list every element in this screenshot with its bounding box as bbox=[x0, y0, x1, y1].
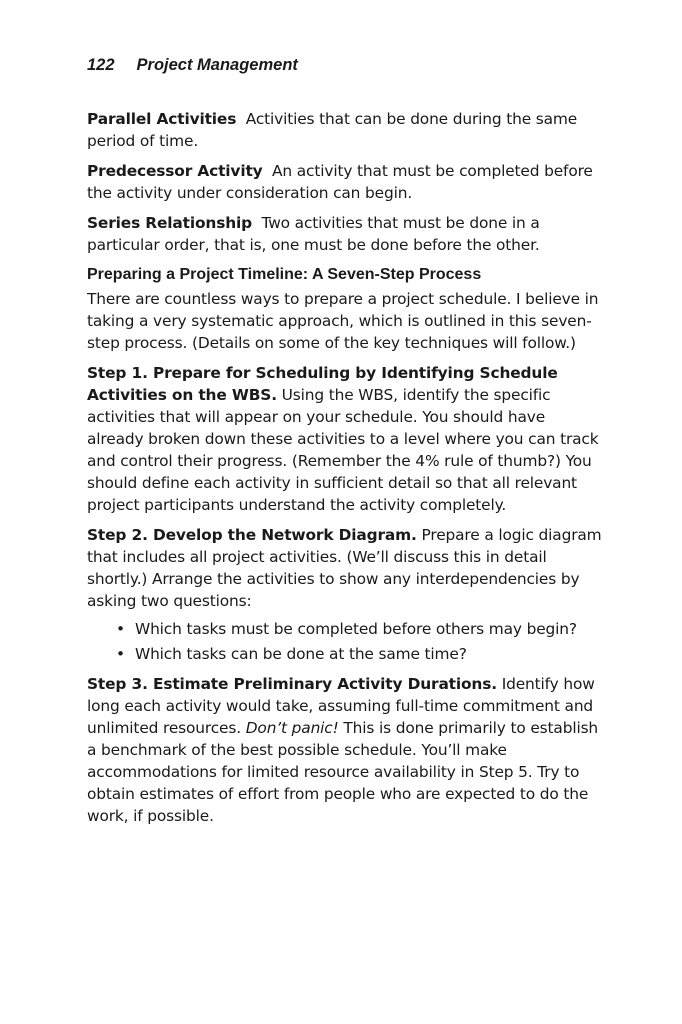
step-body: Using the WBS, identify the specific activities that will appear on your schedule. You should have already broken down these activities to a level where you can track and control their progress. (Remember the 4% rule of thumb?) You should define each activity in sufficient detail so that all relevant project participants understand the activity completely. bbox=[87, 386, 599, 514]
term-name: Parallel Activities bbox=[87, 110, 237, 128]
list-item: • Which tasks must be completed before others may begin? bbox=[116, 620, 577, 638]
section-intro bbox=[87, 288, 602, 354]
step-body-continued: This is done primarily to establish a benchmark of the best possible schedule. You’ll make accommodations for limited resource availability in Step 5. Try to obtain estimates of effort from people who are expected to do the work, if possible. bbox=[87, 719, 599, 825]
step-body: Identify how long each activity would take, assuming full-time commitment and unlimited resources. bbox=[87, 675, 595, 737]
book-page bbox=[87, 54, 602, 835]
step-1 bbox=[87, 362, 602, 516]
step-title: Step 3. Estimate Preliminary Activity Durations. bbox=[87, 675, 497, 693]
step-body: Prepare a logic diagram that includes all project activities. (We’ll discuss this in detail shortly.) Arrange the activities to show any interdependencies by asking two questions: bbox=[87, 526, 602, 610]
glossary-entry-parallel-activities bbox=[87, 108, 602, 152]
term-name: Series Relationship bbox=[87, 214, 253, 232]
step-emphasis: Don’t panic! bbox=[245, 719, 339, 737]
bullet-icon: • bbox=[116, 645, 125, 663]
bullet-icon: • bbox=[116, 620, 125, 638]
list-item: • Which tasks can be done at the same time? bbox=[116, 645, 467, 663]
glossary-entry-predecessor-activity bbox=[87, 160, 602, 204]
step-title: Step 2. Develop the Network Diagram. bbox=[87, 526, 417, 544]
glossary-entry-series-relationship bbox=[87, 212, 602, 256]
step-2 bbox=[87, 524, 602, 665]
term-definition: Activities that can be done during the same period of time. bbox=[87, 110, 578, 150]
question-list bbox=[87, 618, 602, 665]
step-title: Step 1. Prepare for Scheduling by Identifying Schedule Activities on the WBS. bbox=[87, 364, 558, 404]
term-name: Predecessor Activity bbox=[87, 162, 263, 180]
section-heading: Preparing a Project Timeline: A Seven-Step Process bbox=[87, 266, 482, 283]
page-number: 122 bbox=[87, 56, 115, 74]
running-title: Project Management bbox=[136, 56, 298, 74]
intro-paragraph: There are countless ways to prepare a project schedule. I believe in taking a very systematic approach, which is outlined in this seven-step process. (Details on some of the key techniques will follow.) bbox=[87, 290, 599, 352]
step-3 bbox=[87, 673, 602, 827]
term-definition: An activity that must be completed before the activity under consideration can begin. bbox=[87, 162, 593, 202]
term-definition: Two activities that must be done in a particular order, that is, one must be done before the other. bbox=[87, 214, 540, 254]
running-head bbox=[87, 54, 602, 76]
